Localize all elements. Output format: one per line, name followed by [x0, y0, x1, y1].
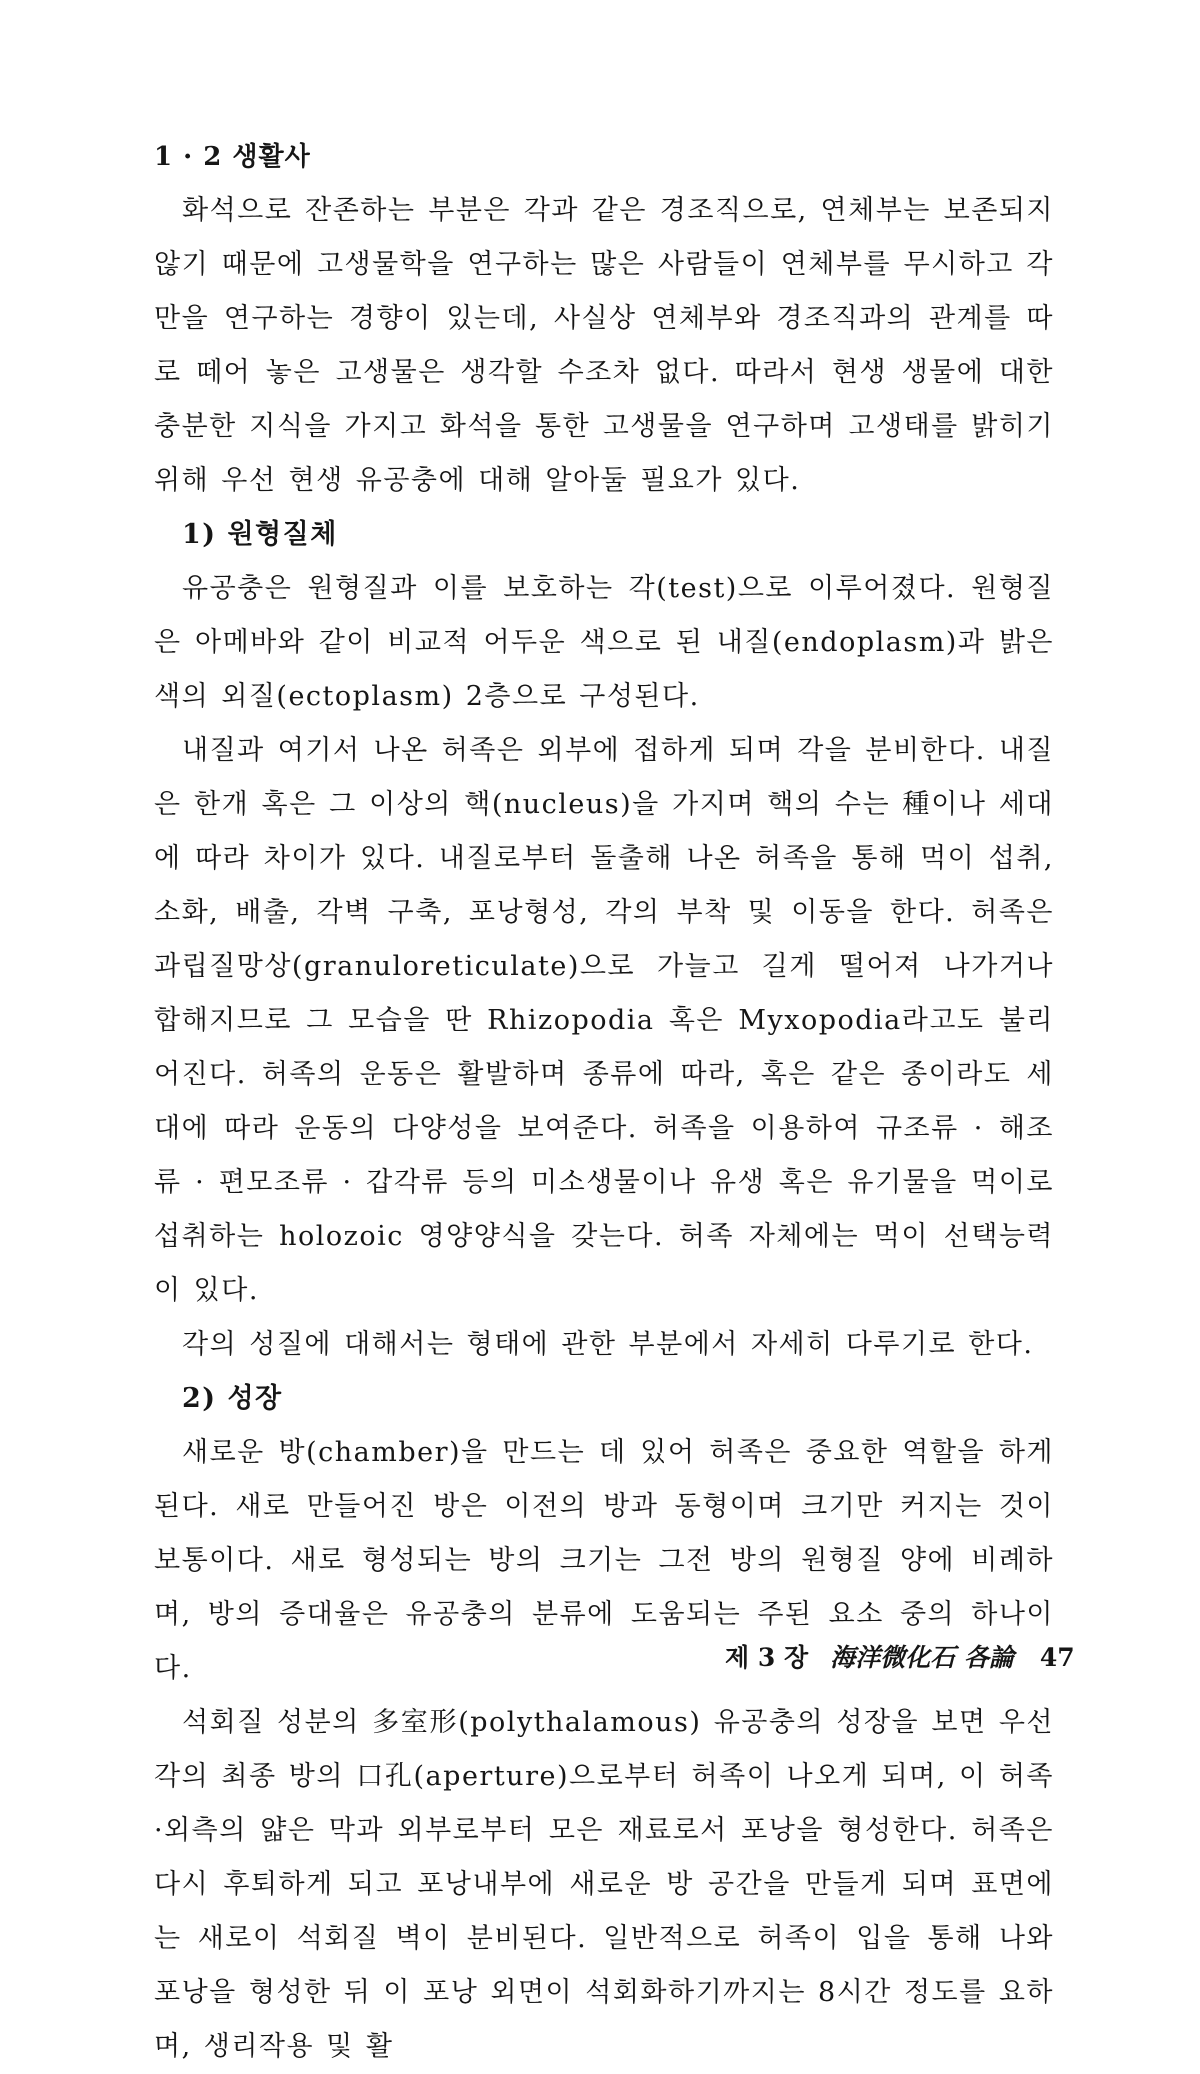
page-footer [725, 1642, 1075, 1674]
footer-chapter-title: 海洋微化石 各論 [830, 1643, 1014, 1672]
subsection-heading-protoplasm: 1) 원형질체 [182, 519, 338, 550]
paragraph-protoplasm: 유공충은 원형질과 이를 보호하는 각(test)으로 이루어졌다. 원형질은 아메바와 같이 비교적 어두운 색으로 된 내질(endoplasm)과 밝은 색의 외질(ectoplasm) 2층으로 구성된다. [154, 573, 1054, 712]
paragraph-test-note: 각의 성질에 대해서는 형태에 관한 부분에서 자세히 다루기로 한다. [182, 1329, 1034, 1360]
subsection-heading-growth: 2) 성장 [182, 1383, 283, 1414]
section-title: 1 · 2 생활사 [154, 142, 311, 172]
paragraph-growth-process: 석회질 성분의 多室形(polythalamous) 유공충의 성장을 보면 우선 각의 최종 방의 口孔(aperture)으로부터 허족이 나오게 되며, 이 허족 ·외측의 얇은 막과 외부로부터 모은 재료로서 포낭을 형성한다. 허족은 다시 후퇴하게 되고 포낭내부에 새로운 방 공간을 만들게 되며 표면에는 새로이 석회질 벽이 분비된다. 일반적으로 허족이 입을 통해 나와 포낭을 형성한 뒤 이 포낭 외면이 석회화하기까지는 8시간 정도를 요하며, 생리작용 및 활 [154, 1707, 1054, 2062]
footer-chapter: 제 3 장 [725, 1643, 809, 1672]
paragraph-pseudopodia: 내질과 여기서 나온 허족은 외부에 접하게 되며 각을 분비한다. 내질은 한개 혹은 그 이상의 핵(nucleus)을 가지며 핵의 수는 種이나 세대에 따라 차이가 있다. 내질로부터 돌출해 나온 허족을 통해 먹이 섭취, 소화, 배출, 각벽 구축, 포낭형성, 각의 부착 및 이동을 한다. 허족은 과립질망상(granuloreticulate)으로 가늘고 길게 떨어져 나가거나 합해지므로 그 모습을 딴 Rhizopodia 혹은 Myxopodia라고도 불리어진다. 허족의 운동은 활발하며 종류에 따라, 혹은 같은 종이라도 세대에 따라 운동의 다양성을 보여준다. 허족을 이용하여 규조류 · 해조류 · 편모조류 · 갑각류 등의 미소생물이나 유생 혹은 유기물을 먹이로 섭취하는 holozoic 영양양식을 갖는다. 허족 자체에는 먹이 선택능력이 있다. [154, 735, 1054, 1306]
paragraph-chamber: 새로운 방(chamber)을 만드는 데 있어 허족은 중요한 역할을 하게 된다. 새로 만들어진 방은 이전의 방과 동형이며 크기만 커지는 것이 보통이다. 새로 형성되는 방의 크기는 그전 방의 원형질 양에 비례하며, 방의 증대율은 유공충의 분류에 도움되는 주된 요소 중의 하나이다. [154, 1437, 1054, 1684]
paragraph-intro: 화석으로 잔존하는 부분은 각과 같은 경조직으로, 연체부는 보존되지 않기 때문에 고생물학을 연구하는 많은 사람들이 연체부를 무시하고 각만을 연구하는 경향이 있는데, 사실상 연체부와 경조직과의 관계를 따로 떼어 놓은 고생물은 생각할 수조차 없다. 따라서 현생 생물에 대한 충분한 지식을 가지고 화석을 통한 고생물을 연구하며 고생태를 밝히기 위해 우선 현생 유공충에 대해 알아둘 필요가 있다. [154, 195, 1054, 496]
page-content [154, 130, 1054, 2074]
page-number: 47 [1039, 1643, 1075, 1672]
